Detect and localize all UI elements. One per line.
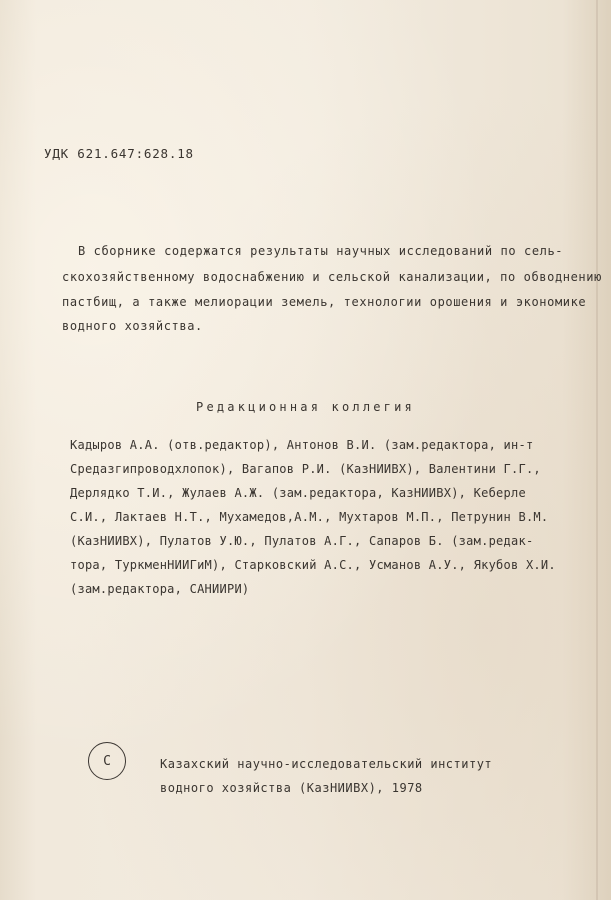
publisher-line: водного хозяйства (КазНИИВХ), 1978 (160, 781, 423, 795)
board-member-line: Средазгипроводхлопок), Вагапов Р.И. (КазНИИВХ), Валентини Г.Г., (70, 462, 541, 476)
board-member-line: (КазНИИВХ), Пулатов У.Ю., Пулатов А.Г., Сапаров Б. (зам.редак- (70, 534, 534, 548)
abstract-line: водного хозяйства. (62, 319, 203, 333)
abstract-line: В сборнике содержатся результаты научных исследований по сель- (78, 244, 564, 258)
page-crease (596, 0, 598, 900)
editorial-board-title: Редакционная коллегия (196, 400, 415, 414)
abstract-line: пастбищ, а также мелиорации земель, технологии орошения и экономике (62, 295, 587, 309)
board-member-line: (зам.редактора, САНИИРИ) (70, 582, 250, 596)
copyright-letter: С (103, 753, 111, 769)
udk-code: УДК 621.647:628.18 (44, 146, 194, 161)
publisher-line: Казахский научно-исследовательский институт (160, 757, 493, 771)
copyright-icon (88, 742, 126, 780)
board-member-line: Кадыров А.А. (отв.редактор), Антонов В.И. (зам.редактора, ин-т (70, 438, 534, 452)
board-member-line: С.И., Лактаев Н.Т., Мухамедов,А.М., Мухтаров М.П., Петрунин В.М. (70, 510, 549, 524)
board-member-line: Дерлядко Т.И., Жулаев А.Ж. (зам.редактора, КазНИИВХ), Кеберле (70, 486, 526, 500)
board-member-line: тора, ТуркменНИИГиМ), Старковский А.С., Усманов А.У., Якубов Х.И. (70, 558, 556, 572)
abstract-line: скохозяйственному водоснабжению и сельской канализации, по обводнению (62, 270, 602, 284)
